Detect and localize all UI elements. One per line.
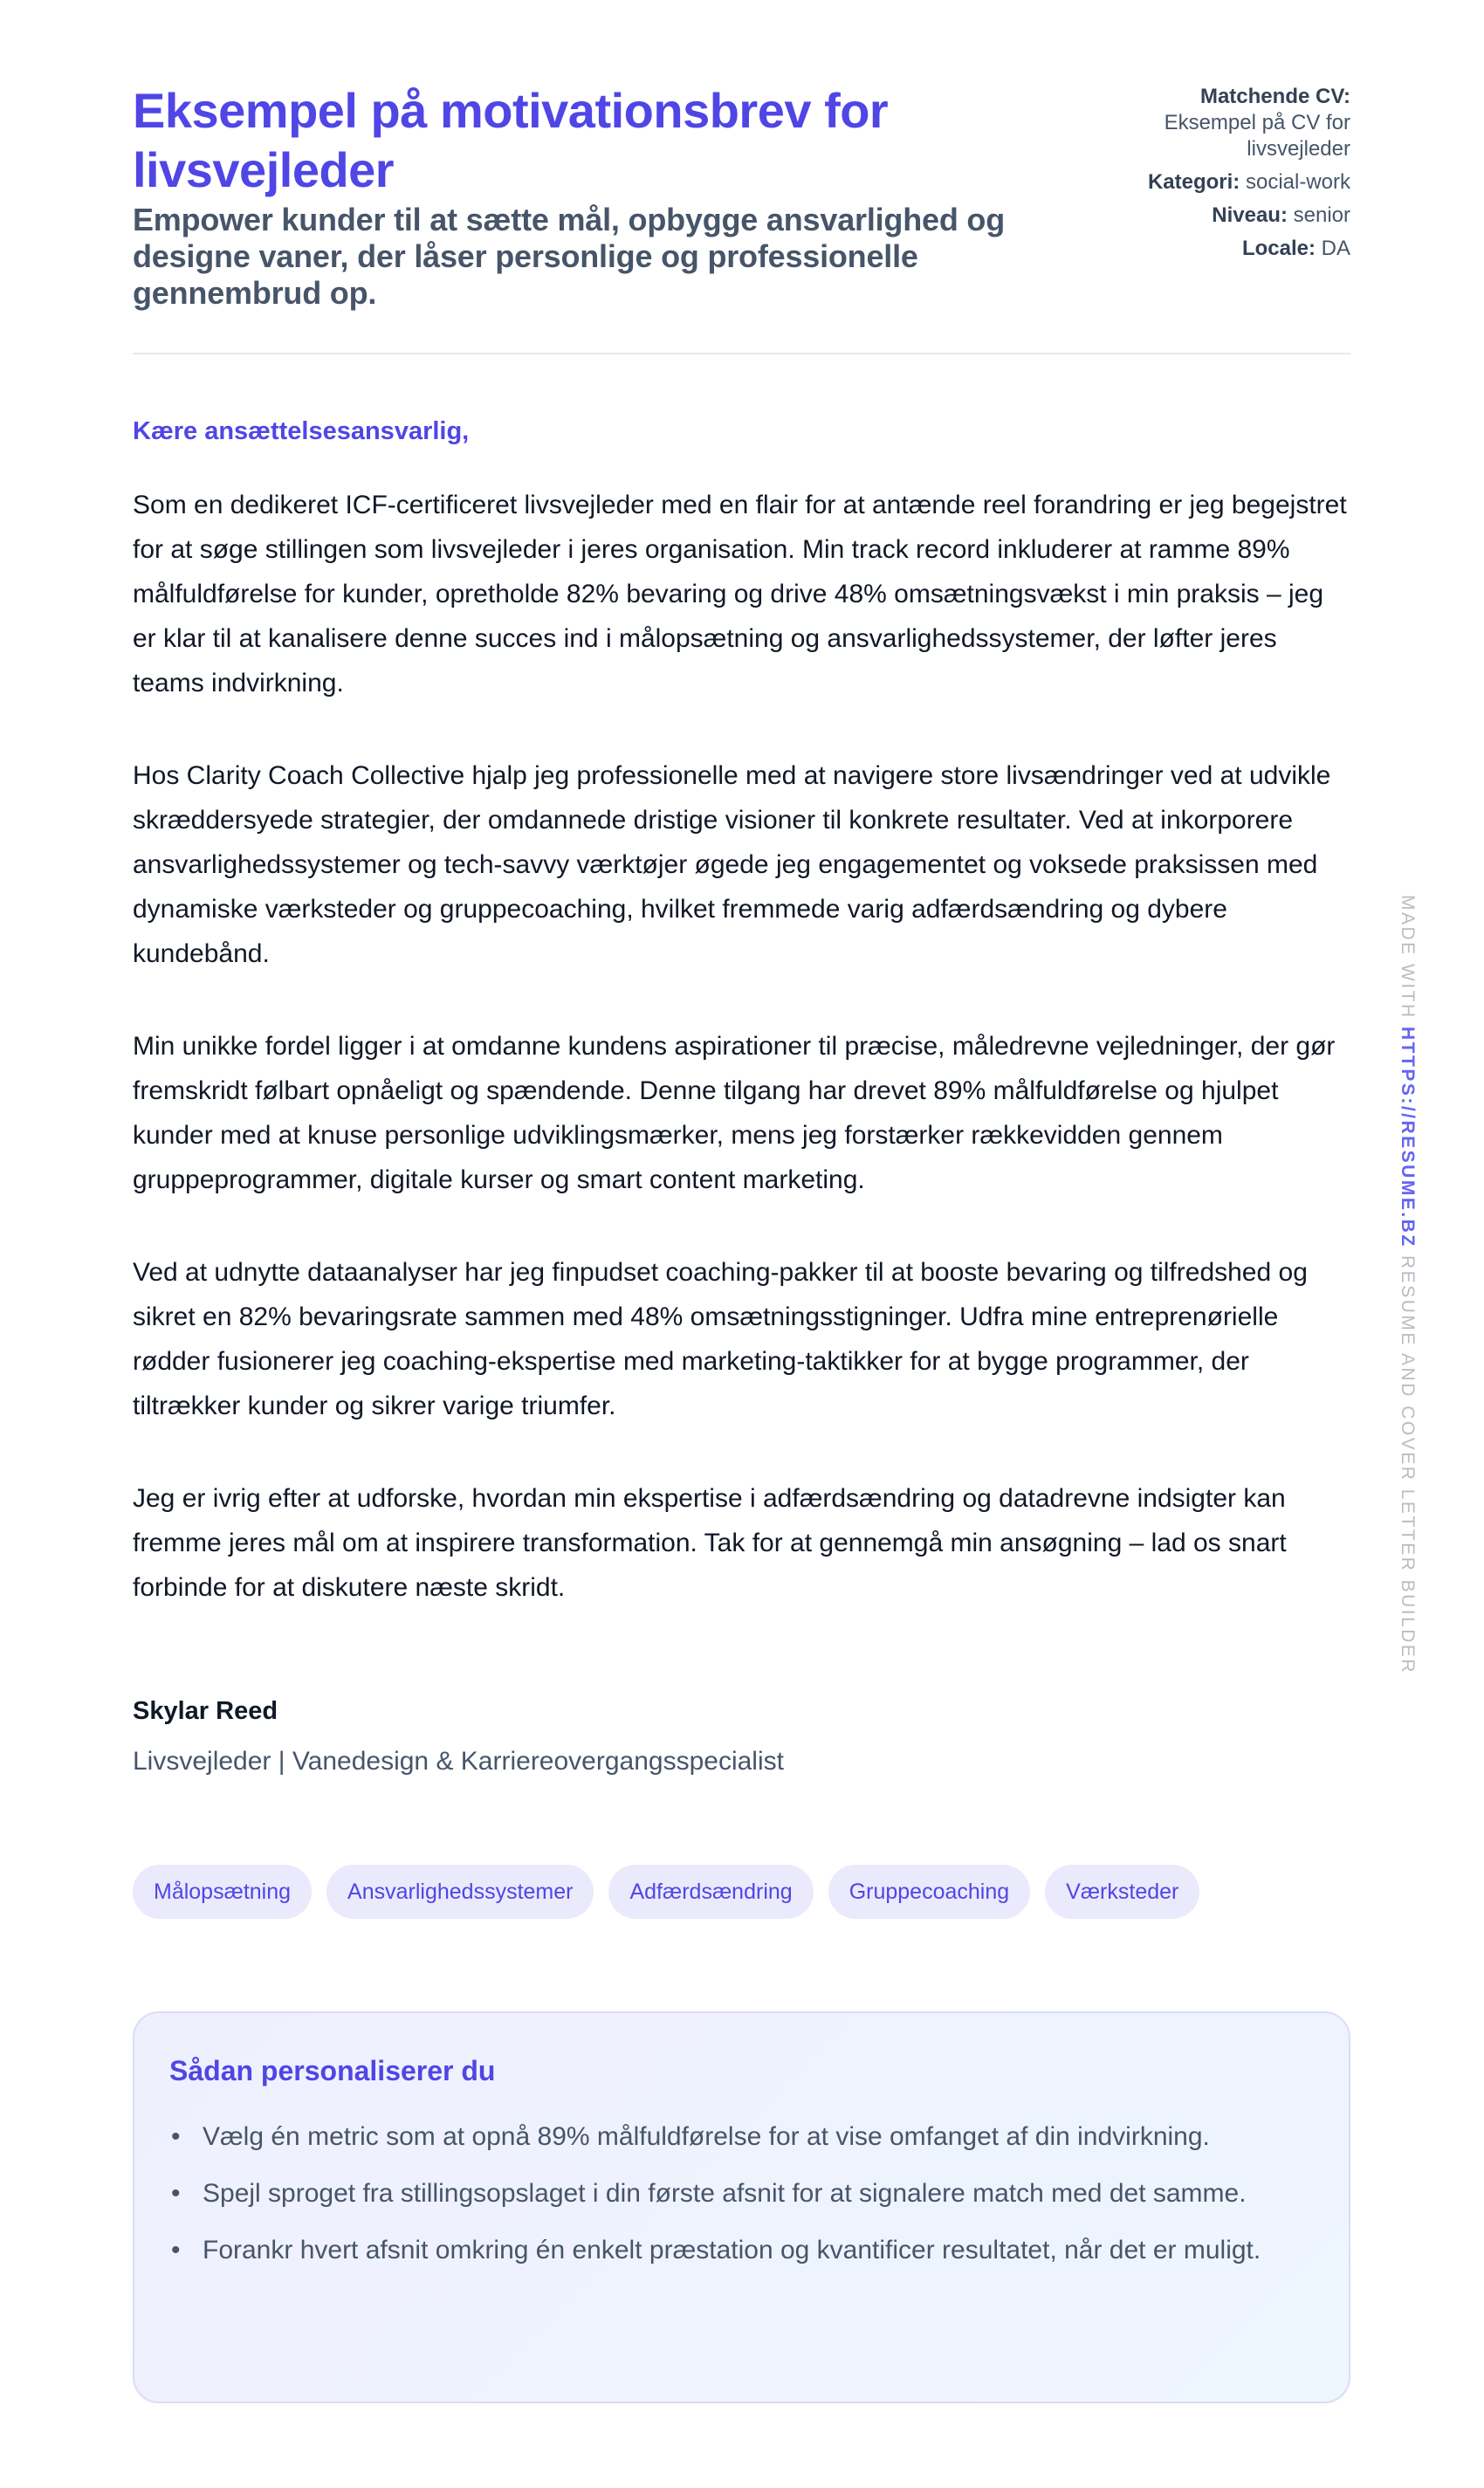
tip-text: Forankr hvert afsnit omkring én enkelt præstation og kvantificer resultatet, når det er muligt. (203, 2236, 1261, 2265)
page-subtitle: Empower kunder til at sætte mål, opbygge ansvarlighed og designe vaner, der låser personlige og professionelle gennembrud op. (133, 202, 1005, 311)
skill-tags (133, 1865, 1199, 1919)
skill-tag: Ansvarlighedssystemer (326, 1865, 594, 1919)
personalization-tips-box (133, 2011, 1350, 2403)
signature-title: Livsvejleder | Vanedesign & Karriereovergangsspecialist (133, 1747, 784, 1776)
title-block (133, 81, 1058, 312)
letter-body (133, 483, 1350, 1658)
meta-matching-cv (1089, 84, 1350, 162)
letter-paragraph: Min unikke fordel ligger i at omdanne kundens aspirationer til præcise, måledrevne vejledninger, der gør fremskridt følbart opnåeligt og spændende. Denne tilgang har drevet 89% målfuldførelse og hjulpet kunder med at knuse personlige udviklingsmærker, mens jeg forstærker rækkevidden gennem gruppeprogrammer, digitale kurser og smart content marketing. (133, 1032, 1336, 1194)
watermark (1397, 895, 1428, 1675)
meta-locale (1089, 236, 1350, 262)
tip-item (169, 2114, 1314, 2159)
page-title: Eksempel på motivationsbrev for livsvejleder (133, 83, 889, 197)
watermark-prefix: MADE WITH (1398, 895, 1418, 1020)
letter-paragraph: Som en dedikeret ICF-certificeret livsvejleder med en flair for at antænde reel forandring er jeg begejstret for at søge stillingen som livsvejleder i jeres organisation. Min track record inkluderer at ramme 89% målfuldførelse for kunder, opretholde 82% bevaring og drive 48% omsætningsvækst i min praksis – jeg er klar til at kanalisere denne succes ind i målopsætning og ansvarlighedssystemer, der løfter jeres teams indvirkning. (133, 491, 1347, 698)
page-header (133, 0, 1350, 354)
skill-tag: Målopsætning (133, 1865, 312, 1919)
bullet-icon: • (171, 2179, 181, 2208)
meta-level-label: Niveau: (1212, 203, 1288, 227)
skill-tag: Gruppecoaching (828, 1865, 1030, 1919)
meta-matching-cv-value[interactable]: Eksempel på CV for livsvejleder (1164, 111, 1350, 161)
letter-greeting: Kære ansættelsesansvarlig, (133, 417, 470, 445)
tip-item (169, 2228, 1314, 2272)
signature-block (133, 1694, 784, 1779)
signature-name: Skylar Reed (133, 1697, 278, 1725)
meta-locale-label: Locale: (1241, 237, 1316, 260)
meta-level-value: senior (1293, 203, 1350, 227)
bullet-icon: • (171, 2236, 181, 2265)
letter-paragraph: Hos Clarity Coach Collective hjalp jeg professionelle med at navigere store livsændringer ved at udvikle skræddersyede strategier, der omdannede dristige visioner til konkrete resultater. Ved at inkorporere ansvarlighedssystemer og tech-savvy værktøjer øgede jeg engagementet og voksede praksissen med dynamiske værksteder og gruppecoaching, hvilket fremmede varig adfærdsændring og dybere kundebånd. (133, 761, 1331, 968)
tip-text: Vælg én metric som at opnå 89% målfuldførelse for at vise omfanget af din indvirkning. (203, 2122, 1210, 2151)
tip-text: Spejl sproget fra stillingsopslaget i din første afsnit for at signalere match med det samme. (203, 2179, 1247, 2208)
tips-list (169, 2114, 1314, 2272)
skill-tag: Værksteder (1045, 1865, 1199, 1919)
meta-category (1089, 169, 1350, 196)
letter-paragraph: Ved at udnytte dataanalyser har jeg finpudset coaching-pakker til at booste bevaring og tilfredshed og sikret en 82% bevaringsrate sammen med 48% omsætningsstigninger. Udfra mine entreprenørielle rødder fusionerer jeg coaching-ekspertise med marketing-taktikker for at bygge programmer, der tiltrækker kunder og sikrer varige triumfer. (133, 1258, 1308, 1420)
bullet-icon: • (171, 2122, 181, 2151)
letter-paragraph: Jeg er ivrig efter at udforske, hvordan min ekspertise i adfærdsændring og datadrevne indsigter kan fremme jeres mål om at inspirere transformation. Tak for at gennemgå min ansøgning – lad os snart forbinde for at diskutere næste skridt. (133, 1484, 1287, 1602)
meta-info (1089, 84, 1350, 269)
tip-item (169, 2171, 1314, 2216)
meta-level (1089, 203, 1350, 229)
tips-title: Sådan personaliserer du (169, 2055, 496, 2086)
meta-locale-value: DA (1321, 237, 1350, 260)
meta-category-value: social-work (1245, 170, 1350, 194)
watermark-suffix: RESUME AND COVER LETTER BUILDER (1398, 1255, 1418, 1675)
meta-matching-cv-label: Matchende CV: (1199, 85, 1350, 108)
watermark-text (1397, 895, 1418, 1674)
meta-category-label: Kategori: (1147, 170, 1240, 194)
watermark-link[interactable]: HTTPS://RESUME.BZ (1398, 1027, 1418, 1248)
skill-tag: Adfærdsændring (608, 1865, 813, 1919)
cover-letter-page (133, 0, 1350, 2265)
